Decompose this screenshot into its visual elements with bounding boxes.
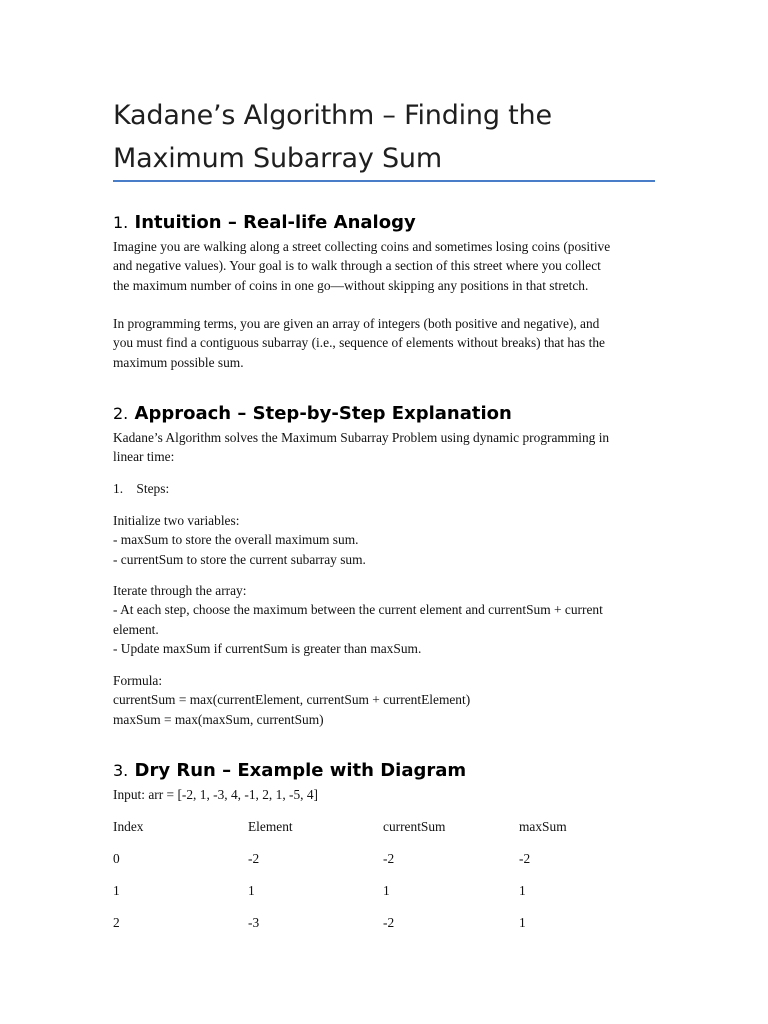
table-cell: 1 <box>519 883 526 898</box>
init-paragraph <box>113 511 659 569</box>
text-line: linear time: <box>113 449 175 465</box>
formula-paragraph <box>113 671 659 729</box>
table-cell: -2 <box>248 851 260 866</box>
text-line: - Update maxSum if currentSum is greater than maxSum. <box>113 640 422 656</box>
table-cell: 0 <box>113 851 120 866</box>
steps-list-item <box>113 479 659 498</box>
table-cell: 1 <box>519 915 526 930</box>
section-1-heading <box>113 211 416 235</box>
table-cell: 1 <box>113 883 120 898</box>
table-header-cell: Index <box>113 819 144 834</box>
document-page <box>113 0 655 1024</box>
text-line: Iterate through the array: <box>113 583 247 598</box>
title-line-1: Kadane’s Algorithm – Finding the <box>113 100 552 131</box>
section-1-number: 1. <box>113 213 129 232</box>
section-3-title: Dry Run – Example with Diagram <box>134 760 467 781</box>
table-cell: -3 <box>248 915 260 930</box>
text-line: Kadane’s Algorithm solves the Maximum Subarray Problem using dynamic programming in <box>113 430 610 445</box>
table-header-cell: currentSum <box>383 819 446 834</box>
section-1-title: Intuition – Real-life Analogy <box>134 212 416 233</box>
section-2-intro <box>113 428 659 467</box>
text-line: maximum possible sum. <box>113 354 244 370</box>
title-line-2: Maximum Subarray Sum <box>113 143 442 174</box>
text-line: Initialize two variables: <box>113 513 240 528</box>
table-cell: -2 <box>383 915 395 930</box>
section-3-number: 3. <box>113 761 129 780</box>
section-3-heading <box>113 759 466 783</box>
section-2-title: Approach – Step-by-Step Explanation <box>134 403 512 424</box>
table-cell: 1 <box>383 883 390 898</box>
text-line: - currentSum to store the current subarray sum. <box>113 551 366 567</box>
table-cell: 2 <box>113 915 120 930</box>
text-line: - maxSum to store the overall maximum sum. <box>113 532 359 548</box>
input-line <box>113 785 659 804</box>
text-line: Input: arr = [-2, 1, -3, 4, -1, 2, 1, -5, 4] <box>113 787 319 802</box>
table-cell: -2 <box>519 851 531 866</box>
section-2-heading <box>113 402 512 426</box>
title-underline <box>113 180 655 182</box>
text-line: currentSum = max(currentElement, currentSum + currentElement) <box>113 692 471 708</box>
text-line: and negative values). Your goal is to walk through a section of this street where you collect <box>113 258 601 274</box>
table-cell: 1 <box>248 883 255 898</box>
text-line: Imagine you are walking along a street collecting coins and sometimes losing coins (positive <box>113 239 611 254</box>
section-1-paragraph-1 <box>113 237 659 295</box>
section-2-number: 2. <box>113 404 129 423</box>
text-line: the maximum number of coins in one go—without skipping any positions in that stretch. <box>113 277 589 293</box>
document-title <box>113 94 655 180</box>
iterate-paragraph <box>113 581 659 658</box>
text-line: you must find a contiguous subarray (i.e., sequence of elements without breaks) that has the <box>113 335 605 351</box>
text-line: - At each step, choose the maximum between the current element and currentSum + current <box>113 602 603 618</box>
table-cell: -2 <box>383 851 395 866</box>
section-1-paragraph-2 <box>113 314 659 372</box>
text-line: maxSum = max(maxSum, currentSum) <box>113 711 324 727</box>
text-line: Formula: <box>113 673 163 688</box>
table-header-cell: maxSum <box>519 819 567 834</box>
table-header-cell: Element <box>248 819 293 834</box>
steps-label: 1. Steps: <box>113 481 170 496</box>
text-line: In programming terms, you are given an array of integers (both positive and negative), and <box>113 316 600 331</box>
text-line: element. <box>113 621 159 637</box>
